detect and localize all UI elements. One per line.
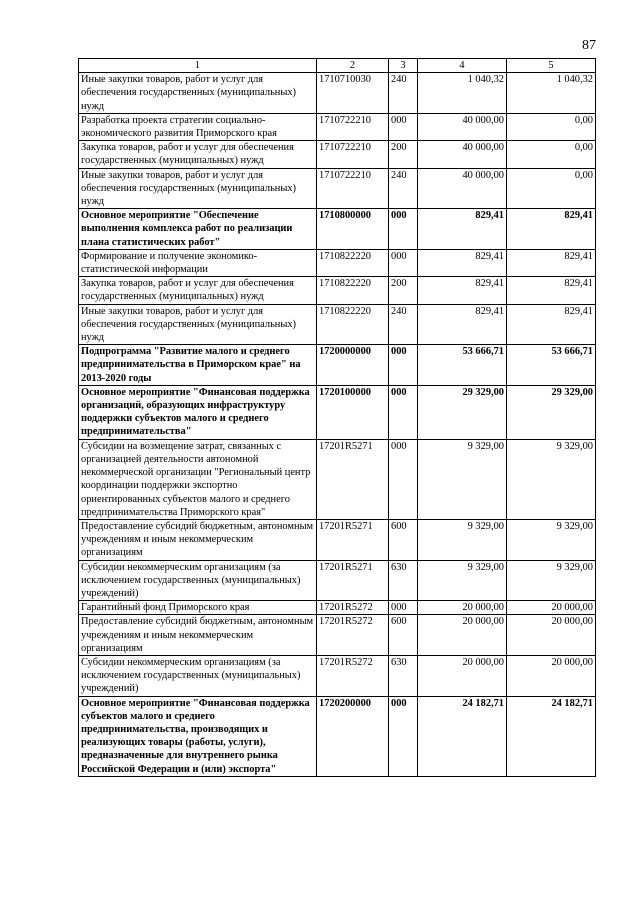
row-value-col-4: 20 000,00 [418, 601, 507, 615]
table-row [79, 601, 596, 615]
row-type-cell: 000 [389, 113, 418, 140]
row-code-cell: 17201R5272 [317, 601, 389, 615]
row-name-cell: Иные закупки товаров, работ и услуг для обеспечения государственных (муниципальных) нужд [79, 168, 317, 209]
row-type-cell: 000 [389, 696, 418, 776]
row-name-cell: Основное мероприятие "Финансовая поддержка субъектов малого и среднего предпринимательства, производящих и реализующих товары (работы, услуги), предназначенные для внутреннего рынка Российской Федерации и (или) экспорта" [79, 696, 317, 776]
table-row [79, 168, 596, 209]
row-name-cell: Субсидии на возмещение затрат, связанных с организацией деятельности автономной некоммерческой организации "Региональный центр координации поддержки экспортно ориентированных субъектов малого и среднего предпринимательства Приморского края" [79, 439, 317, 519]
table-row [79, 141, 596, 168]
row-value-col-4: 829,41 [418, 209, 507, 250]
row-code-cell: 1710710030 [317, 73, 389, 114]
row-value-col-4: 9 329,00 [418, 439, 507, 519]
row-type-cell: 600 [389, 615, 418, 656]
row-code-cell: 1720000000 [317, 345, 389, 386]
row-value-col-5: 829,41 [507, 304, 596, 345]
row-name-cell: Иные закупки товаров, работ и услуг для обеспечения государственных (муниципальных) нужд [79, 304, 317, 345]
page-number: 87 [582, 38, 596, 53]
row-value-col-4: 9 329,00 [418, 560, 507, 601]
header-col-3: 3 [389, 59, 418, 73]
row-value-col-5: 20 000,00 [507, 601, 596, 615]
table-row [79, 277, 596, 304]
table-row [79, 615, 596, 656]
row-code-cell: 1710800000 [317, 209, 389, 250]
table-row [79, 560, 596, 601]
row-value-col-4: 40 000,00 [418, 168, 507, 209]
row-code-cell: 1720200000 [317, 696, 389, 776]
row-type-cell: 630 [389, 655, 418, 696]
table-row [79, 209, 596, 250]
row-value-col-5: 20 000,00 [507, 655, 596, 696]
row-type-cell: 200 [389, 141, 418, 168]
row-code-cell: 1710822220 [317, 277, 389, 304]
row-value-col-5: 0,00 [507, 168, 596, 209]
row-type-cell: 000 [389, 439, 418, 519]
row-name-cell: Иные закупки товаров, работ и услуг для обеспечения государственных (муниципальных) нужд [79, 73, 317, 114]
row-name-cell: Подпрограмма "Развитие малого и среднего предпринимательства в Приморском крае" на 2013-2020 годы [79, 345, 317, 386]
row-value-col-4: 40 000,00 [418, 141, 507, 168]
row-code-cell: 17201R5271 [317, 439, 389, 519]
table-row [79, 655, 596, 696]
table-row [79, 73, 596, 114]
row-value-col-4: 29 329,00 [418, 385, 507, 439]
row-name-cell: Предоставление субсидий бюджетным, автономным учреждениям и иным некоммерческим организациям [79, 615, 317, 656]
row-name-cell: Основное мероприятие "Финансовая поддержка организаций, образующих инфраструктуру поддержки субъектов малого и среднего предпринимательства" [79, 385, 317, 439]
row-value-col-5: 0,00 [507, 113, 596, 140]
row-type-cell: 200 [389, 277, 418, 304]
table-body [79, 73, 596, 777]
row-value-col-4: 829,41 [418, 277, 507, 304]
row-value-col-4: 20 000,00 [418, 615, 507, 656]
row-type-cell: 240 [389, 168, 418, 209]
row-code-cell: 1710722210 [317, 141, 389, 168]
row-value-col-5: 1 040,32 [507, 73, 596, 114]
row-code-cell: 17201R5272 [317, 615, 389, 656]
table-row [79, 304, 596, 345]
row-name-cell: Закупка товаров, работ и услуг для обеспечения государственных (муниципальных) нужд [79, 141, 317, 168]
row-name-cell: Гарантийный фонд Приморского края [79, 601, 317, 615]
table-row [79, 696, 596, 776]
row-value-col-5: 29 329,00 [507, 385, 596, 439]
row-value-col-5: 0,00 [507, 141, 596, 168]
table-row [79, 249, 596, 276]
row-value-col-5: 9 329,00 [507, 439, 596, 519]
row-code-cell: 1720100000 [317, 385, 389, 439]
table-row [79, 385, 596, 439]
row-code-cell: 1710722210 [317, 113, 389, 140]
row-value-col-4: 24 182,71 [418, 696, 507, 776]
row-value-col-4: 20 000,00 [418, 655, 507, 696]
table-row [79, 519, 596, 560]
row-value-col-5: 9 329,00 [507, 519, 596, 560]
row-code-cell: 1710822220 [317, 304, 389, 345]
table-row [79, 439, 596, 519]
row-code-cell: 1710722210 [317, 168, 389, 209]
header-col-1: 1 [79, 59, 317, 73]
row-value-col-5: 829,41 [507, 249, 596, 276]
row-value-col-5: 829,41 [507, 277, 596, 304]
row-type-cell: 000 [389, 249, 418, 276]
row-code-cell: 1710822220 [317, 249, 389, 276]
row-value-col-5: 20 000,00 [507, 615, 596, 656]
row-type-cell: 000 [389, 345, 418, 386]
header-col-5: 5 [507, 59, 596, 73]
row-name-cell: Субсидии некоммерческим организациям (за исключением государственных (муниципальных) учреждений) [79, 560, 317, 601]
row-type-cell: 000 [389, 601, 418, 615]
row-value-col-5: 53 666,71 [507, 345, 596, 386]
row-name-cell: Основное мероприятие "Обеспечение выполнения комплекса работ по реализации плана статистических работ" [79, 209, 317, 250]
row-type-cell: 600 [389, 519, 418, 560]
table-row [79, 113, 596, 140]
row-value-col-5: 9 329,00 [507, 560, 596, 601]
row-value-col-5: 24 182,71 [507, 696, 596, 776]
row-value-col-4: 829,41 [418, 304, 507, 345]
row-name-cell: Предоставление субсидий бюджетным, автономным учреждениям и иным некоммерческим организациям [79, 519, 317, 560]
row-code-cell: 17201R5271 [317, 519, 389, 560]
row-name-cell: Формирование и получение экономико-статистической информации [79, 249, 317, 276]
row-code-cell: 17201R5272 [317, 655, 389, 696]
row-value-col-4: 829,41 [418, 249, 507, 276]
row-type-cell: 240 [389, 73, 418, 114]
row-type-cell: 000 [389, 209, 418, 250]
row-value-col-5: 829,41 [507, 209, 596, 250]
row-type-cell: 630 [389, 560, 418, 601]
row-type-cell: 240 [389, 304, 418, 345]
row-type-cell: 000 [389, 385, 418, 439]
row-value-col-4: 9 329,00 [418, 519, 507, 560]
row-value-col-4: 1 040,32 [418, 73, 507, 114]
header-col-2: 2 [317, 59, 389, 73]
header-col-4: 4 [418, 59, 507, 73]
table-header [79, 59, 596, 73]
table-row [79, 345, 596, 386]
row-name-cell: Разработка проекта стратегии социально-экономического развития Приморского края [79, 113, 317, 140]
row-name-cell: Закупка товаров, работ и услуг для обеспечения государственных (муниципальных) нужд [79, 277, 317, 304]
budget-table [78, 58, 596, 777]
row-name-cell: Субсидии некоммерческим организациям (за исключением государственных (муниципальных) учреждений) [79, 655, 317, 696]
header-row [79, 59, 596, 73]
row-value-col-4: 40 000,00 [418, 113, 507, 140]
row-value-col-4: 53 666,71 [418, 345, 507, 386]
row-code-cell: 17201R5271 [317, 560, 389, 601]
